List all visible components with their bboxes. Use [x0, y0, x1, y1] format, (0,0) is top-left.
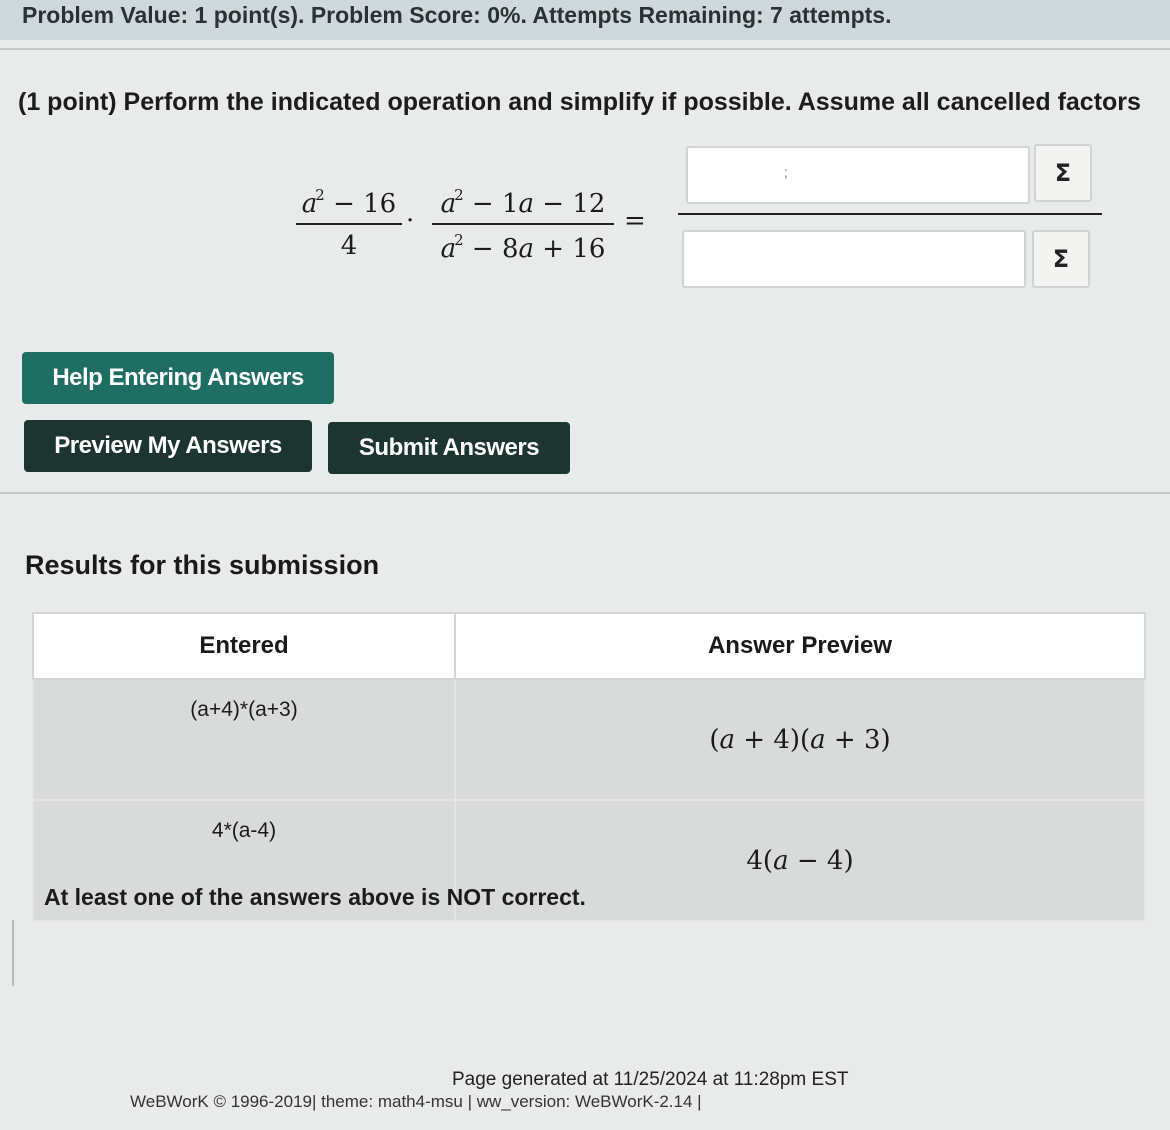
answer-preview-column-header: Answer Preview — [455, 613, 1145, 679]
text-cursor: ; — [784, 164, 788, 180]
answer-preview-cell: 4(a − 4) — [455, 800, 1145, 921]
results-table — [32, 612, 1146, 922]
entered-column-header: Entered — [33, 613, 455, 679]
problem-value-text: Problem Value: 1 point(s). Problem Score: 0%. Attempts Remaining: 7 attempts. — [22, 2, 892, 28]
fraction-2-denominator: $a^2 - 8a + 16$ — [440, 231, 606, 264]
table-row — [33, 679, 1145, 800]
results-title: Results for this submission — [25, 550, 380, 580]
fraction-1-numerator: $a^2 - 16$ — [301, 186, 397, 219]
answer-numerator-input[interactable] — [686, 146, 1030, 204]
fraction-1-denominator: 4 — [340, 231, 358, 261]
result-verdict-message: At least one of the answers above is NOT correct. — [44, 884, 586, 910]
divider — [0, 48, 1170, 50]
equals-sign: = — [624, 206, 646, 236]
results-header-row — [33, 613, 1145, 679]
equation-editor-button-denominator[interactable]: Σ — [1032, 230, 1090, 288]
divider — [0, 492, 1170, 494]
entered-cell: 4*(a-4) — [33, 800, 455, 921]
page-generated-timestamp: Page generated at 11/25/2024 at 11:28pm EST — [452, 1069, 849, 1090]
answer-preview-cell: (a + 4)(a + 3) — [455, 679, 1145, 800]
problem-statement: (1 point) Perform the indicated operation and simplify if possible. Assume all cancelled factors — [18, 88, 1141, 116]
entered-cell: (a+4)*(a+3) — [33, 679, 455, 800]
footer-credit: WeBWorK © 1996-2019| theme: math4-msu | ww_version: WeBWorK-2.14 | — [130, 1092, 702, 1111]
multiply-dot: · — [406, 206, 415, 236]
help-entering-answers-button[interactable]: Help Entering Answers — [22, 352, 334, 404]
fraction-1 — [296, 186, 402, 261]
equation-editor-button-numerator[interactable]: Σ — [1034, 144, 1092, 202]
divider — [12, 920, 14, 986]
fraction-2 — [432, 186, 614, 264]
submit-answers-button[interactable]: Submit Answers — [328, 422, 570, 474]
answer-fraction-bar — [678, 213, 1102, 215]
answer-denominator-input[interactable] — [682, 230, 1026, 288]
preview-answers-button[interactable]: Preview My Answers — [24, 420, 312, 472]
fraction-2-numerator: $a^2 - 1a - 12$ — [440, 186, 606, 219]
